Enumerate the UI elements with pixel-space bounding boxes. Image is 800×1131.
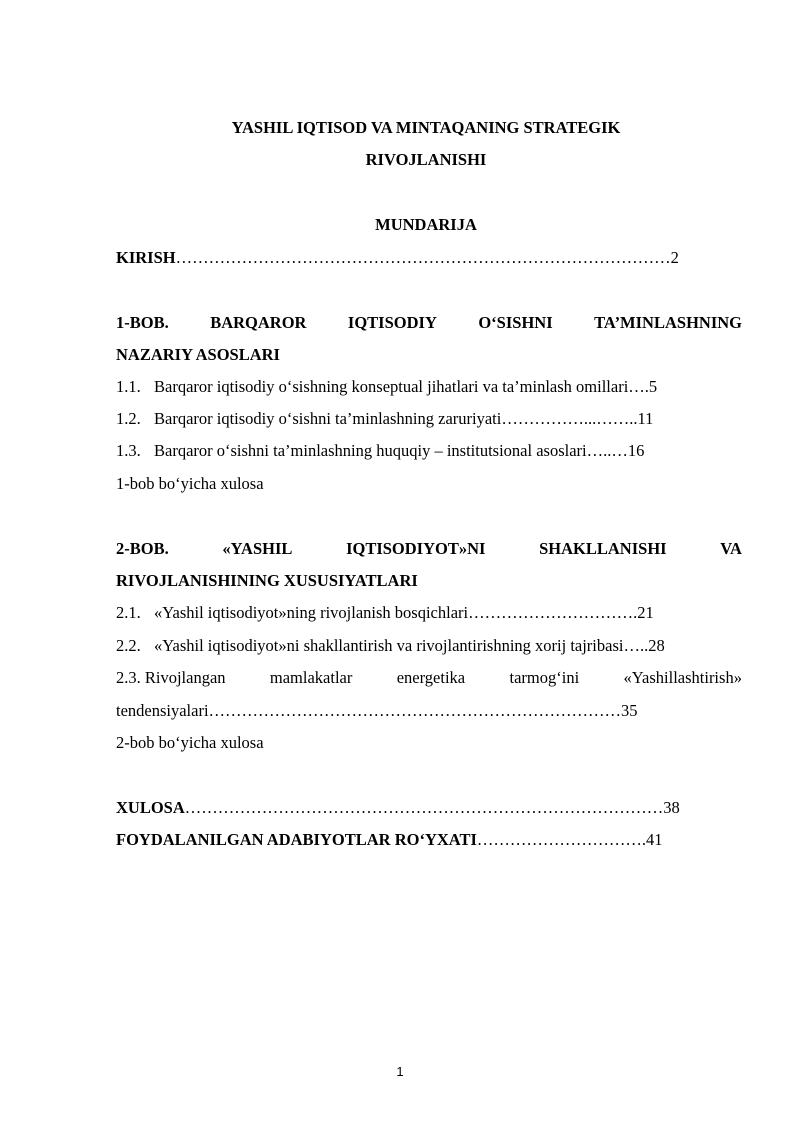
toc-dots: ………………………………………………………………………………: [175, 248, 671, 267]
toc-dots: ………………………….: [476, 830, 647, 849]
entry-word: mamlakatlar: [269, 668, 353, 687]
toc-entry-label: FOYDALANILGAN ADABIYOTLAR RO‘YXATI: [116, 830, 477, 849]
toc-entry-conclusion[interactable]: [116, 798, 742, 818]
section-number: 1.3.: [116, 441, 141, 460]
toc-entry-1-1[interactable]: [116, 377, 742, 397]
heading-word: IQTISODIYOT»NI: [346, 539, 486, 558]
entry-word: 2.3. Rivojlangan: [116, 668, 226, 687]
toc-entry-1-3[interactable]: [116, 441, 742, 461]
heading-word: TA’MINLASHNING: [594, 313, 742, 332]
entry-word: «Yashillashtirish»: [623, 668, 742, 687]
chapter-2-heading-line-2: RIVOJLANISHINING XUSUSIYATLARI: [116, 571, 418, 590]
heading-word: O‘SISHNI: [478, 313, 553, 332]
heading-word: SHAKLLANISHI: [539, 539, 667, 558]
toc-entry-intro[interactable]: [116, 248, 742, 268]
heading-word: «YASHIL: [222, 539, 293, 558]
toc-entry-2-2[interactable]: [116, 636, 742, 656]
chapter-1-heading-line-2: NAZARIY ASOSLARI: [116, 345, 280, 364]
toc-page-number: 38: [663, 798, 680, 817]
entry-word: tarmog‘ini: [509, 668, 580, 687]
toc-entry-chapter-1-conclusion[interactable]: 1-bob bo‘yicha xulosa: [116, 474, 264, 493]
chapter-2-heading[interactable]: [116, 539, 742, 559]
toc-entry-label: KIRISH: [116, 248, 176, 267]
page-number: 1: [396, 1064, 404, 1079]
toc-entry-chapter-2-conclusion[interactable]: 2-bob bo‘yicha xulosa: [116, 733, 264, 752]
toc-page-number: 41: [646, 830, 663, 849]
toc-entry-1-2[interactable]: [116, 409, 742, 429]
section-title: Barqaror iqtisodiy o‘sishning konseptual jihatlari va ta’minlash omillari….5: [154, 377, 658, 396]
section-title: Barqaror iqtisodiy o‘sishni ta’minlashning zaruriyati……………...……..11: [154, 409, 654, 428]
document-title-line-2: RIVOJLANISHI: [365, 150, 487, 169]
toc-entry-2-3[interactable]: [116, 668, 742, 688]
toc-entry-label: XULOSA: [116, 798, 185, 817]
heading-word: 2-BOB.: [116, 539, 169, 558]
heading-word: IQTISODIY: [347, 313, 437, 332]
toc-page-number: 2: [670, 248, 679, 267]
document-title-line-1: YASHIL IQTISOD VA MINTAQANING STRATEGIK: [231, 118, 621, 137]
heading-word: BARQAROR: [210, 313, 307, 332]
chapter-1-heading[interactable]: [116, 313, 742, 333]
section-number: 2.2.: [116, 636, 141, 655]
section-number: 2.1.: [116, 603, 141, 622]
toc-dots: ……………………………………………………………………………: [184, 798, 664, 817]
toc-entry-references[interactable]: [116, 830, 742, 850]
toc-heading: MUNDARIJA: [375, 215, 477, 234]
section-title: «Yashil iqtisodiyot»ning rivojlanish bosqichlari………………………….21: [154, 603, 654, 622]
toc-entry-2-1[interactable]: [116, 603, 742, 623]
section-number: 1.2.: [116, 409, 141, 428]
entry-word: energetika: [396, 668, 466, 687]
heading-word: VA: [720, 539, 742, 558]
section-title: «Yashil iqtisodiyot»ni shakllantirish va rivojlantirishning xorij tajribasi…..28: [154, 636, 665, 655]
section-title: Barqaror o‘sishni ta’minlashning huquqiy – institutsional asoslari…..…16: [154, 441, 645, 460]
section-number: 1.1.: [116, 377, 141, 396]
toc-entry-2-3-line-2: tendensiyalari…………………………………………………………………35: [116, 701, 638, 720]
heading-word: 1-BOB.: [116, 313, 169, 332]
